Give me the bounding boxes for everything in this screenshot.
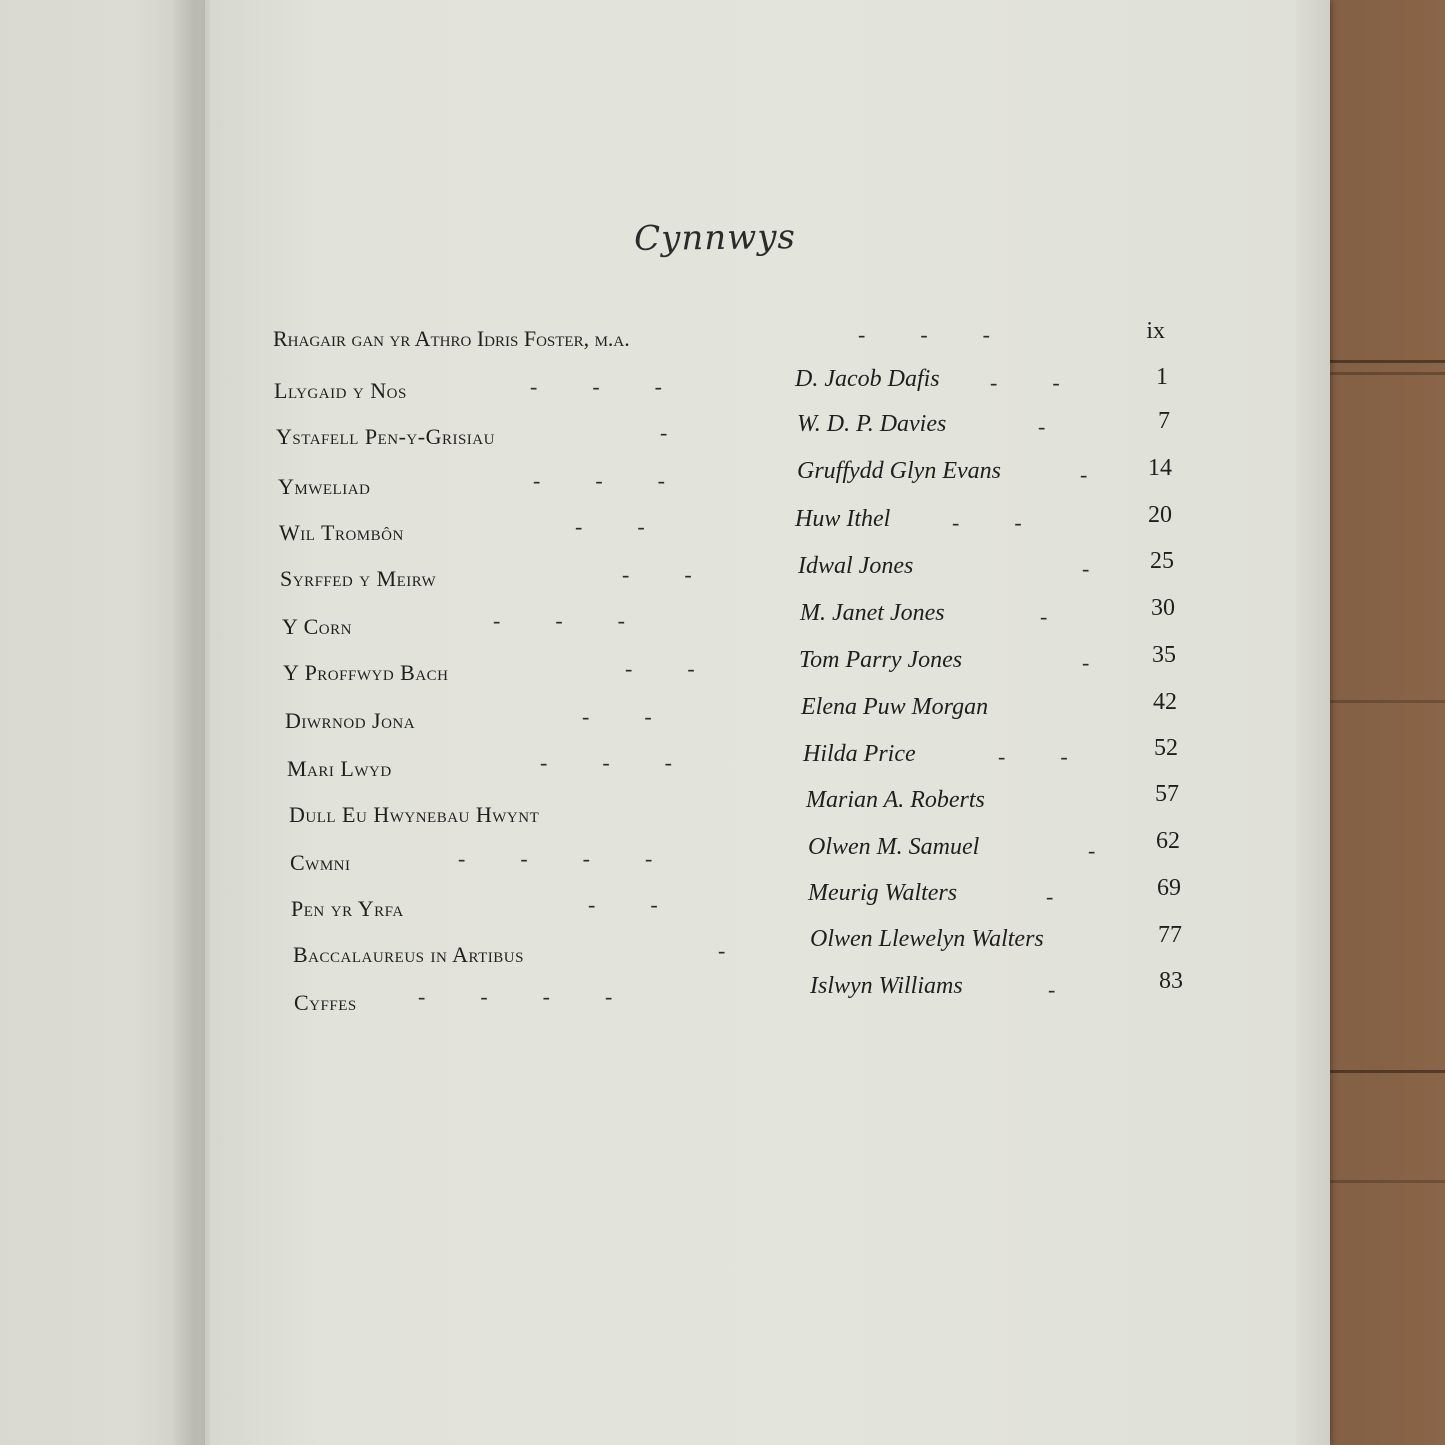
story-title: Mari Lwyd (287, 756, 392, 781)
story-title: Cwmni (290, 850, 351, 875)
leader-dashes: - (1080, 462, 1088, 487)
page-number: 42 (1153, 689, 1177, 715)
leader-dashes: - (1082, 650, 1090, 675)
leader-dashes: - - - - (418, 984, 613, 1009)
page-number: 57 (1155, 781, 1179, 807)
leader-dashes: - - (990, 370, 1060, 395)
story-title: Dull Eu Hwynebau Hwynt (289, 802, 540, 827)
leader-dashes: - - (588, 892, 658, 917)
leader-dashes: - - (998, 744, 1068, 769)
leader-dashes: - - - (533, 468, 665, 493)
story-author: Gruffydd Glyn Evans (797, 458, 1001, 484)
page-number: 62 (1156, 828, 1180, 854)
story-author: D. Jacob Dafis (795, 366, 940, 392)
leader-dashes: - - (625, 656, 695, 681)
story-author: Hilda Price (803, 741, 916, 767)
page-number: 25 (1150, 548, 1174, 574)
page-number: 35 (1152, 642, 1176, 668)
story-author: Islwyn Williams (810, 973, 963, 999)
story-title: Llygaid y Nos (274, 378, 407, 403)
story-author: M. Janet Jones (800, 600, 945, 626)
leader-dashes: - - (582, 704, 652, 729)
leader-dashes: - (1048, 977, 1056, 1002)
leader-dashes: - (660, 420, 668, 445)
story-author: W. D. P. Davies (797, 411, 947, 437)
story-author: Olwen Llewelyn Walters (810, 926, 1044, 952)
leader-dashes: - - (622, 562, 692, 587)
leader-dashes: - - (952, 510, 1022, 535)
leader-dashes: - (1082, 556, 1090, 581)
story-title: Y Proffwyd Bach (283, 660, 449, 685)
page-heading: Cynnwys (633, 217, 797, 259)
story-title: Baccalaureus in Artibus (293, 942, 524, 967)
story-author: Elena Puw Morgan (801, 694, 989, 720)
story-author: Huw Ithel (795, 506, 891, 532)
page-number: 30 (1151, 595, 1175, 621)
page-number: 69 (1157, 875, 1181, 901)
story-title: Syrffed y Meirw (280, 566, 437, 591)
story-author: Meurig Walters (808, 880, 958, 906)
story-title: Diwrnod Jona (285, 708, 416, 733)
story-author: Olwen M. Samuel (808, 834, 980, 860)
story-title: Wil Trombôn (279, 520, 404, 545)
story-title: Pen yr Yrfa (291, 896, 404, 921)
leader-dashes: - - - (858, 322, 990, 347)
story-author: Idwal Jones (798, 553, 914, 579)
leader-dashes: - (1040, 604, 1048, 629)
preface-title: Rhagair gan yr Athro Idris Foster, m.a. (273, 326, 630, 351)
leader-dashes: - - - (530, 374, 662, 399)
page-number: 77 (1158, 922, 1182, 948)
leader-dashes: - - (575, 514, 645, 539)
leader-dashes: - (718, 938, 726, 963)
story-title: Cyffes (294, 990, 357, 1015)
leader-dashes: - (1088, 838, 1096, 863)
story-title: Ystafell Pen-y-Grisiau (276, 424, 495, 449)
page-number: 7 (1158, 408, 1170, 434)
story-author: Marian A. Roberts (806, 787, 985, 813)
story-author: Tom Parry Jones (799, 647, 963, 673)
page-number: 1 (1156, 364, 1168, 390)
page-number: 20 (1148, 502, 1172, 528)
page-number: 14 (1148, 455, 1172, 481)
page-number: 83 (1159, 968, 1183, 994)
story-title: Y Corn (282, 614, 352, 639)
leader-dashes: - (1046, 884, 1054, 909)
preface-page: ix (1146, 318, 1165, 344)
leader-dashes: - - - (493, 608, 625, 633)
leader-dashes: - - - - (458, 846, 653, 871)
page-number: 52 (1154, 735, 1178, 761)
leader-dashes: - - - (540, 750, 672, 775)
leader-dashes: - (1038, 414, 1046, 439)
story-title: Ymweliad (278, 474, 371, 499)
